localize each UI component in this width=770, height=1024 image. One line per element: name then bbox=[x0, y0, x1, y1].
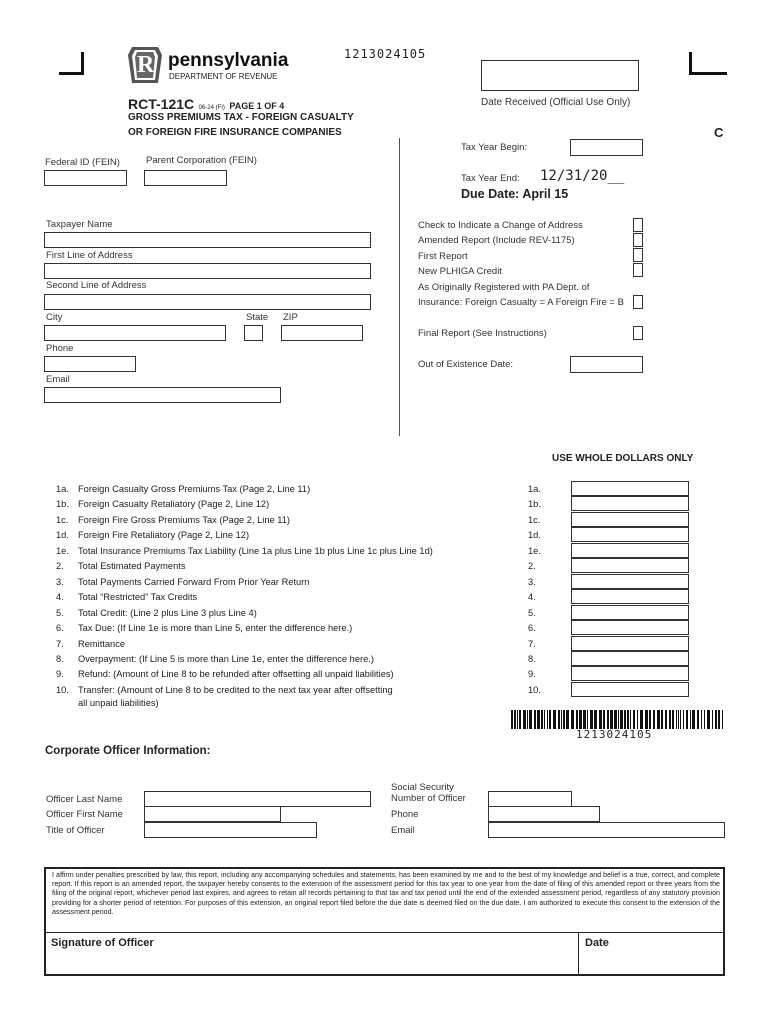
barcode-bar bbox=[566, 710, 569, 729]
tax-line-text: Remittance bbox=[78, 639, 126, 649]
address-line2-label: Second Line of Address bbox=[46, 280, 147, 291]
tax-year-begin-field[interactable] bbox=[570, 139, 643, 156]
officer-ssn-label-2: Number of Officer bbox=[391, 793, 466, 804]
tax-line-text: Transfer: (Amount of Line 8 to be credited to the next tax year after offsetting bbox=[78, 685, 393, 695]
phone-field[interactable] bbox=[44, 356, 136, 372]
section-divider bbox=[399, 138, 400, 436]
tax-line-text: Foreign Fire Gross Premiums Tax (Page 2, Line 11) bbox=[78, 515, 291, 525]
tax-line-text: Overpayment: (If Line 5 is more than Line 1e, enter the difference here.) bbox=[78, 654, 374, 664]
federal-id-label: Federal ID (FEIN) bbox=[45, 157, 120, 168]
barcode-bar bbox=[607, 710, 609, 729]
tax-line-2 bbox=[56, 499, 269, 509]
form-id: RCT-121C bbox=[128, 96, 195, 112]
tax-line-amount-field[interactable] bbox=[571, 620, 689, 635]
barcode-bar bbox=[692, 710, 695, 729]
barcode-bar bbox=[537, 710, 540, 729]
barcode-bar bbox=[676, 710, 677, 729]
tax-line-amount-field[interactable] bbox=[571, 682, 689, 697]
barcode-bar bbox=[665, 710, 667, 729]
tax-line-number: 3. bbox=[56, 577, 64, 587]
barcode-bar bbox=[511, 710, 513, 729]
tax-line-text: Refund: (Amount of Line 8 to be refunded after offsetting all unpaid liabilities) bbox=[78, 669, 394, 679]
email-field[interactable] bbox=[44, 387, 281, 403]
barcode-bar bbox=[624, 710, 626, 729]
tax-line-number: 7. bbox=[56, 639, 64, 649]
tax-line-ref: 8. bbox=[528, 654, 536, 664]
tax-line-ref: 10. bbox=[528, 685, 541, 695]
barcode-bar bbox=[610, 710, 613, 729]
officer-phone-field[interactable] bbox=[488, 806, 600, 822]
corner-letter: C bbox=[714, 125, 724, 140]
tax-line-ref: 1b. bbox=[528, 499, 541, 509]
officer-first-name-label: Officer First Name bbox=[46, 809, 123, 820]
tax-line-amount-field[interactable] bbox=[571, 651, 689, 666]
parent-corp-field[interactable] bbox=[144, 170, 227, 186]
date-received-box[interactable] bbox=[481, 60, 639, 91]
barcode-bar bbox=[544, 710, 545, 729]
logo-letter: R bbox=[137, 52, 155, 78]
amended-report-label: Amended Report (Include REV-1175) bbox=[418, 235, 575, 246]
tax-line-ref: 9. bbox=[528, 669, 536, 679]
barcode-bar bbox=[553, 710, 556, 729]
state-label: State bbox=[246, 312, 269, 323]
due-date: Due Date: April 15 bbox=[461, 187, 569, 201]
zip-label: ZIP bbox=[283, 312, 298, 323]
barcode-bar bbox=[704, 710, 705, 729]
tax-line-ref: 5. bbox=[528, 608, 536, 618]
barcode-bar bbox=[715, 710, 717, 729]
tax-line-ref: 1a. bbox=[528, 484, 541, 494]
date-divider bbox=[578, 933, 579, 974]
barcode-bar bbox=[630, 710, 631, 729]
tax-line-amount-field[interactable] bbox=[571, 512, 689, 527]
tax-line-6 bbox=[56, 561, 185, 571]
officer-email-label: Email bbox=[391, 825, 415, 836]
barcode-bar bbox=[534, 710, 536, 729]
tax-line-text: Total Estimated Payments bbox=[78, 561, 186, 571]
tax-line-amount-field[interactable] bbox=[571, 481, 689, 496]
tax-year-end-label: Tax Year End: bbox=[461, 173, 520, 184]
date-received-label: Date Received (Official Use Only) bbox=[481, 97, 631, 108]
barcode-bar bbox=[620, 710, 623, 729]
tax-line-9 bbox=[56, 608, 257, 618]
date-field[interactable] bbox=[580, 951, 723, 974]
orig-registration-field[interactable] bbox=[633, 295, 643, 309]
officer-title-field[interactable] bbox=[144, 822, 317, 838]
out-of-existence-label: Out of Existence Date: bbox=[418, 359, 514, 370]
tax-line-number: 8. bbox=[56, 654, 64, 664]
barcode-bar bbox=[640, 710, 643, 729]
tax-line-text: Foreign Casualty Retaliatory (Page 2, Line 12) bbox=[78, 499, 270, 509]
plhiga-credit-label: New PLHIGA Credit bbox=[418, 266, 502, 277]
form-version: 06-24 (FI) bbox=[198, 105, 225, 111]
barcode-bar bbox=[690, 710, 691, 729]
signature-divider bbox=[46, 932, 723, 933]
barcode-bar bbox=[637, 710, 638, 729]
address-line1-label: First Line of Address bbox=[46, 250, 133, 261]
barcode-bar bbox=[523, 710, 526, 729]
first-report-label: First Report bbox=[418, 251, 468, 262]
tax-line-ref: 6. bbox=[528, 623, 536, 633]
barcode-bar bbox=[583, 710, 586, 729]
barcode-bar bbox=[712, 710, 713, 729]
federal-id-field[interactable] bbox=[44, 170, 127, 186]
barcode-bar bbox=[549, 710, 551, 729]
barcode-bar bbox=[527, 710, 528, 729]
barcode-bar bbox=[519, 710, 521, 729]
address-line2-field[interactable] bbox=[44, 294, 371, 310]
barcode-bar bbox=[722, 710, 723, 729]
signature-label: Signature of Officer bbox=[51, 937, 154, 949]
barcode-bar bbox=[645, 710, 648, 729]
barcode-bar bbox=[563, 710, 565, 729]
tax-line-number: 9. bbox=[56, 669, 64, 679]
tax-line-amount-field[interactable] bbox=[571, 574, 689, 589]
tax-line-ref: 4. bbox=[528, 592, 536, 602]
tax-line-11 bbox=[56, 639, 125, 649]
tax-line-amount-field[interactable] bbox=[571, 666, 689, 681]
whole-dollars-header: USE WHOLE DOLLARS ONLY bbox=[552, 453, 694, 464]
barcode-bar bbox=[683, 710, 684, 729]
out-of-existence-field[interactable] bbox=[570, 356, 643, 373]
barcode-bar bbox=[529, 710, 532, 729]
tax-line-amount-field[interactable] bbox=[571, 558, 689, 573]
tax-line-text: Tax Due: (If Line 1e is more than Line 5, enter the difference here.) bbox=[78, 623, 353, 633]
barcode-bar bbox=[680, 710, 681, 729]
barcode-bar bbox=[661, 710, 663, 729]
tax-line-14 bbox=[56, 685, 393, 695]
tax-line-1 bbox=[56, 484, 310, 494]
tax-line-text: Foreign Casualty Gross Premiums Tax (Page 2, Line 11) bbox=[78, 484, 311, 494]
tax-line-ref: 1c. bbox=[528, 515, 541, 525]
barcode-bar bbox=[657, 710, 660, 729]
line-10-cont-text: all unpaid liabilities) bbox=[78, 698, 159, 708]
barcode-bar bbox=[633, 710, 635, 729]
barcode-bar bbox=[603, 710, 605, 729]
tax-line-number: 1a. bbox=[56, 484, 69, 494]
change-address-checkbox[interactable] bbox=[633, 218, 643, 232]
barcode-bar bbox=[707, 710, 710, 729]
tax-line-13 bbox=[56, 669, 394, 679]
page-label: PAGE 1 OF 4 bbox=[229, 101, 285, 111]
orig-registration-label-2: Insurance: Foreign Casualty = A Foreign Fire = B bbox=[418, 297, 624, 308]
barcode-bar bbox=[558, 710, 560, 729]
barcode-bar bbox=[576, 710, 578, 729]
tax-line-number: 1b. bbox=[56, 499, 69, 509]
tax-line-ref: 1d. bbox=[528, 530, 541, 540]
officer-last-name-field[interactable] bbox=[144, 791, 371, 807]
change-address-label: Check to Indicate a Change of Address bbox=[418, 220, 583, 231]
signature-field[interactable] bbox=[46, 951, 577, 974]
barcode-bar bbox=[614, 710, 617, 729]
barcode-bar bbox=[618, 710, 619, 729]
tax-line-7 bbox=[56, 577, 309, 587]
tax-line-text: Total Insurance Premiums Tax Liability (Line 1a plus Line 1b plus Line 1c plus Line 1d) bbox=[78, 546, 433, 556]
tax-line-amount-field[interactable] bbox=[571, 636, 689, 651]
tax-line-number: 4. bbox=[56, 592, 64, 602]
tax-line-number: 10. bbox=[56, 685, 69, 695]
parent-corp-label: Parent Corporation (FEIN) bbox=[146, 155, 257, 166]
barcode-bar bbox=[649, 710, 651, 729]
tax-line-12 bbox=[56, 654, 374, 664]
officer-ssn-field[interactable] bbox=[488, 791, 572, 807]
officer-section-title: Corporate Officer Information: bbox=[45, 745, 211, 757]
barcode-bar bbox=[599, 710, 602, 729]
form-title-2: OR FOREIGN FIRE INSURANCE COMPANIES bbox=[128, 127, 342, 138]
officer-ssn-label-1: Social Security bbox=[391, 782, 454, 793]
final-report-checkbox[interactable] bbox=[633, 326, 643, 340]
tax-line-number: 1c. bbox=[56, 515, 69, 525]
tax-line-amount-field[interactable] bbox=[571, 496, 689, 511]
barcode-bar bbox=[517, 710, 518, 729]
amended-report-checkbox[interactable] bbox=[633, 233, 643, 247]
phone-label: Phone bbox=[46, 343, 74, 354]
tax-line-ref: 1e. bbox=[528, 546, 541, 556]
barcode-bar bbox=[697, 710, 699, 729]
city-label: City bbox=[46, 312, 63, 323]
tax-line-text: Total Credit: (Line 2 plus Line 3 plus Line 4) bbox=[78, 608, 257, 618]
tax-line-4 bbox=[56, 530, 249, 540]
barcode-bar bbox=[571, 710, 574, 729]
barcode-bar bbox=[686, 710, 688, 729]
barcode-bar bbox=[627, 710, 629, 729]
officer-email-field[interactable] bbox=[488, 822, 725, 838]
barcode-bar bbox=[541, 710, 543, 729]
zip-field[interactable] bbox=[281, 325, 363, 341]
tax-line-ref: 2. bbox=[528, 561, 536, 571]
plhiga-credit-checkbox[interactable] bbox=[633, 263, 643, 277]
tax-line-amount-field[interactable] bbox=[571, 605, 689, 620]
tax-line-text: Foreign Fire Retaliatory (Page 2, Line 12) bbox=[78, 530, 250, 540]
tax-year-end-value[interactable]: 12/31/20__ bbox=[540, 168, 625, 184]
barcode-bar bbox=[561, 710, 562, 729]
first-report-checkbox[interactable] bbox=[633, 248, 643, 262]
barcode-bar bbox=[678, 710, 679, 729]
logo-subtitle: DEPARTMENT OF REVENUE bbox=[169, 72, 278, 81]
tax-line-number: 2. bbox=[56, 561, 64, 571]
form-title-1: GROSS PREMIUMS TAX - FOREIGN CASUALTY bbox=[128, 112, 354, 123]
barcode-bar bbox=[669, 710, 671, 729]
email-label: Email bbox=[46, 374, 70, 385]
affirmation-text: I affirm under penalties prescribed by law, this report, including any accompanying schedules and statements, has been examined by me and to the best of my knowledge and belief is a true, correct, and complete report. If this report is an amended report, the taxpayer hereby consents to the extension of the assessment period for this tax year to one year from the date of filing of this amended report or three years from the filing of the original report, whichever period last expires, and agrees to retain all records pertaining to that tax and tax period until the end of the extended assessment period, regardless of any statutory provision providing for a shorter period of retention. For purposes of this extension, an original report filed before the due date is deemed filed on the due date. I am authorized to execute this consent to the extension of the assessment period. bbox=[52, 871, 720, 916]
officer-title-label: Title of Officer bbox=[46, 825, 105, 836]
tax-year-begin-label: Tax Year Begin: bbox=[461, 142, 528, 153]
state-field[interactable] bbox=[244, 325, 263, 341]
orig-registration-label-1: As Originally Registered with PA Dept. of bbox=[418, 282, 590, 293]
tax-line-8 bbox=[56, 592, 197, 602]
address-line1-field[interactable] bbox=[44, 263, 371, 279]
barcode-bar bbox=[653, 710, 655, 729]
tax-line-ref: 7. bbox=[528, 639, 536, 649]
barcode-bar bbox=[672, 710, 674, 729]
tax-line-amount-field[interactable] bbox=[571, 589, 689, 604]
officer-phone-label: Phone bbox=[391, 809, 419, 820]
final-report-label: Final Report (See Instructions) bbox=[418, 328, 547, 339]
taxpayer-name-field[interactable] bbox=[44, 232, 371, 248]
tax-line-number: 1d. bbox=[56, 530, 69, 540]
tax-line-text: Total “Restricted” Tax Credits bbox=[78, 592, 198, 602]
line-10-continuation bbox=[56, 698, 159, 708]
taxpayer-name-label: Taxpayer Name bbox=[46, 219, 113, 230]
barcode-number: 1213024105 bbox=[576, 728, 653, 741]
barcode-bar bbox=[547, 710, 548, 729]
corner-mark-right bbox=[689, 52, 727, 75]
barcode-icon bbox=[511, 710, 726, 729]
tax-line-number: 1e. bbox=[56, 546, 69, 556]
barcode-bar bbox=[587, 710, 588, 729]
city-field[interactable] bbox=[44, 325, 226, 341]
barcode-bar bbox=[701, 710, 702, 729]
barcode-bar bbox=[579, 710, 582, 729]
barcode-bar bbox=[718, 710, 720, 729]
form-number-top: 1213024105 bbox=[344, 47, 427, 61]
barcode-bar bbox=[594, 710, 597, 729]
tax-line-ref: 3. bbox=[528, 577, 536, 587]
tax-line-number: 5. bbox=[56, 608, 64, 618]
barcode-bar bbox=[590, 710, 593, 729]
officer-last-name-label: Officer Last Name bbox=[46, 794, 123, 805]
tax-line-text: Total Payments Carried Forward From Prior Year Return bbox=[78, 577, 310, 587]
tax-line-10 bbox=[56, 623, 352, 633]
tax-line-amount-field[interactable] bbox=[571, 527, 689, 542]
tax-line-5 bbox=[56, 546, 433, 556]
corner-mark-left bbox=[59, 52, 84, 75]
tax-line-amount-field[interactable] bbox=[571, 543, 689, 558]
date-label: Date bbox=[585, 937, 609, 949]
tax-line-number: 6. bbox=[56, 623, 64, 633]
officer-first-name-field[interactable] bbox=[144, 806, 281, 822]
barcode-bar bbox=[514, 710, 516, 729]
tax-line-3 bbox=[56, 515, 290, 525]
logo-word: pennsylvania bbox=[168, 50, 289, 71]
